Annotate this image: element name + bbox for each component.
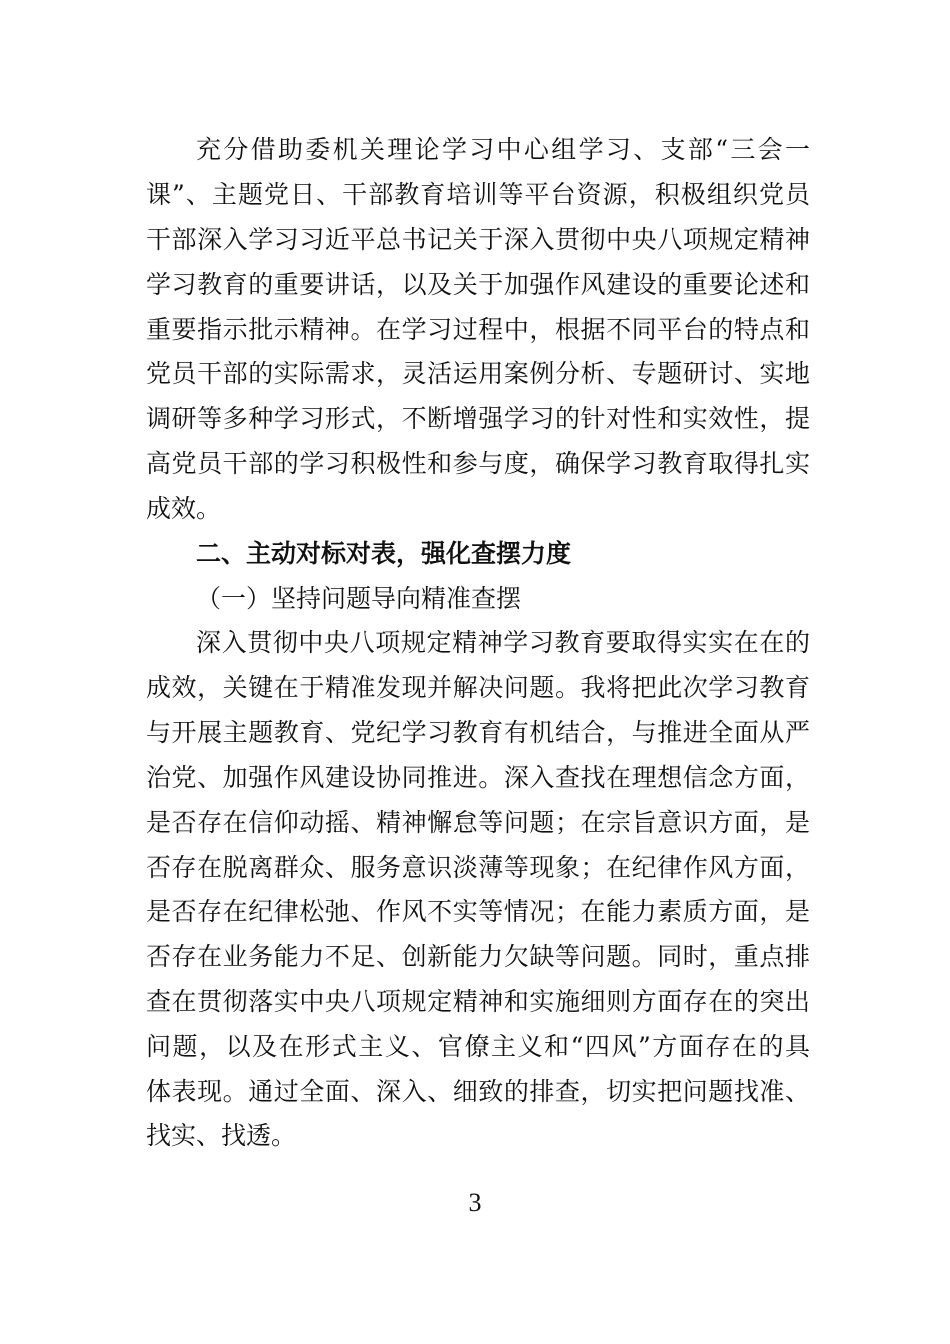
paragraph-line: 成效，关键在于精准发现并解决问题。我将把此次学习教育 (146, 673, 810, 702)
paragraph-line: 查在贯彻落实中央八项规定精神和实施细则方面存在的突出 (146, 987, 810, 1016)
paragraph-line: 课”、主题党日、干部教育培训等平台资源，积极组织党员 (146, 180, 810, 209)
paragraph-line: 充分借助委机关理论学习中心组学习、支部“三会一 (196, 135, 810, 164)
paragraph-line: 深入贯彻中央八项规定精神学习教育要取得实实在在的 (196, 628, 810, 657)
paragraph-line: 否存在业务能力不足、创新能力欠缺等问题。同时，重点排 (146, 942, 810, 971)
paragraph-line: 高党员干部的学习积极性和参与度，确保学习教育取得扎实 (146, 449, 810, 478)
section-subheading: （一）坚持问题导向精准查摆 (196, 584, 522, 613)
paragraph-line: 体表现。通过全面、深入、细致的排查，切实把问题找准、 (146, 1077, 810, 1106)
paragraph-line: 是否存在信仰动摇、精神懈怠等问题；在宗旨意识方面，是 (146, 808, 810, 837)
paragraph-line: 否存在脱离群众、服务意识淡薄等现象；在纪律作风方面， (146, 853, 810, 882)
paragraph-line: 找实、找透。 (146, 1121, 297, 1150)
paragraph-line: 调研等多种学习形式，不断增强学习的针对性和实效性，提 (146, 404, 810, 433)
paragraph-line: 干部深入学习习近平总书记关于深入贯彻中央八项规定精神 (146, 225, 810, 254)
page-number: 3 (468, 1188, 482, 1217)
paragraph-line: 成效。 (146, 494, 222, 523)
paragraph-line: 学习教育的重要讲话，以及关于加强作风建设的重要论述和 (146, 270, 810, 299)
paragraph-line: 是否存在纪律松弛、作风不实等情况；在能力素质方面，是 (146, 897, 810, 926)
paragraph-line: 重要指示批示精神。在学习过程中，根据不同平台的特点和 (146, 315, 810, 344)
paragraph-line: 问题，以及在形式主义、官僚主义和“四风”方面存在的具 (146, 1032, 810, 1061)
paragraph-line: 党员干部的实际需求，灵活运用案例分析、专题研讨、实地 (146, 359, 810, 388)
section-heading: 二、主动对标对表，强化查摆力度 (196, 539, 572, 568)
paragraph-line: 与开展主题教育、党纪学习教育有机结合，与推进全面从严 (146, 718, 810, 747)
paragraph-line: 治党、加强作风建设协同推进。深入查找在理想信念方面， (146, 763, 810, 792)
